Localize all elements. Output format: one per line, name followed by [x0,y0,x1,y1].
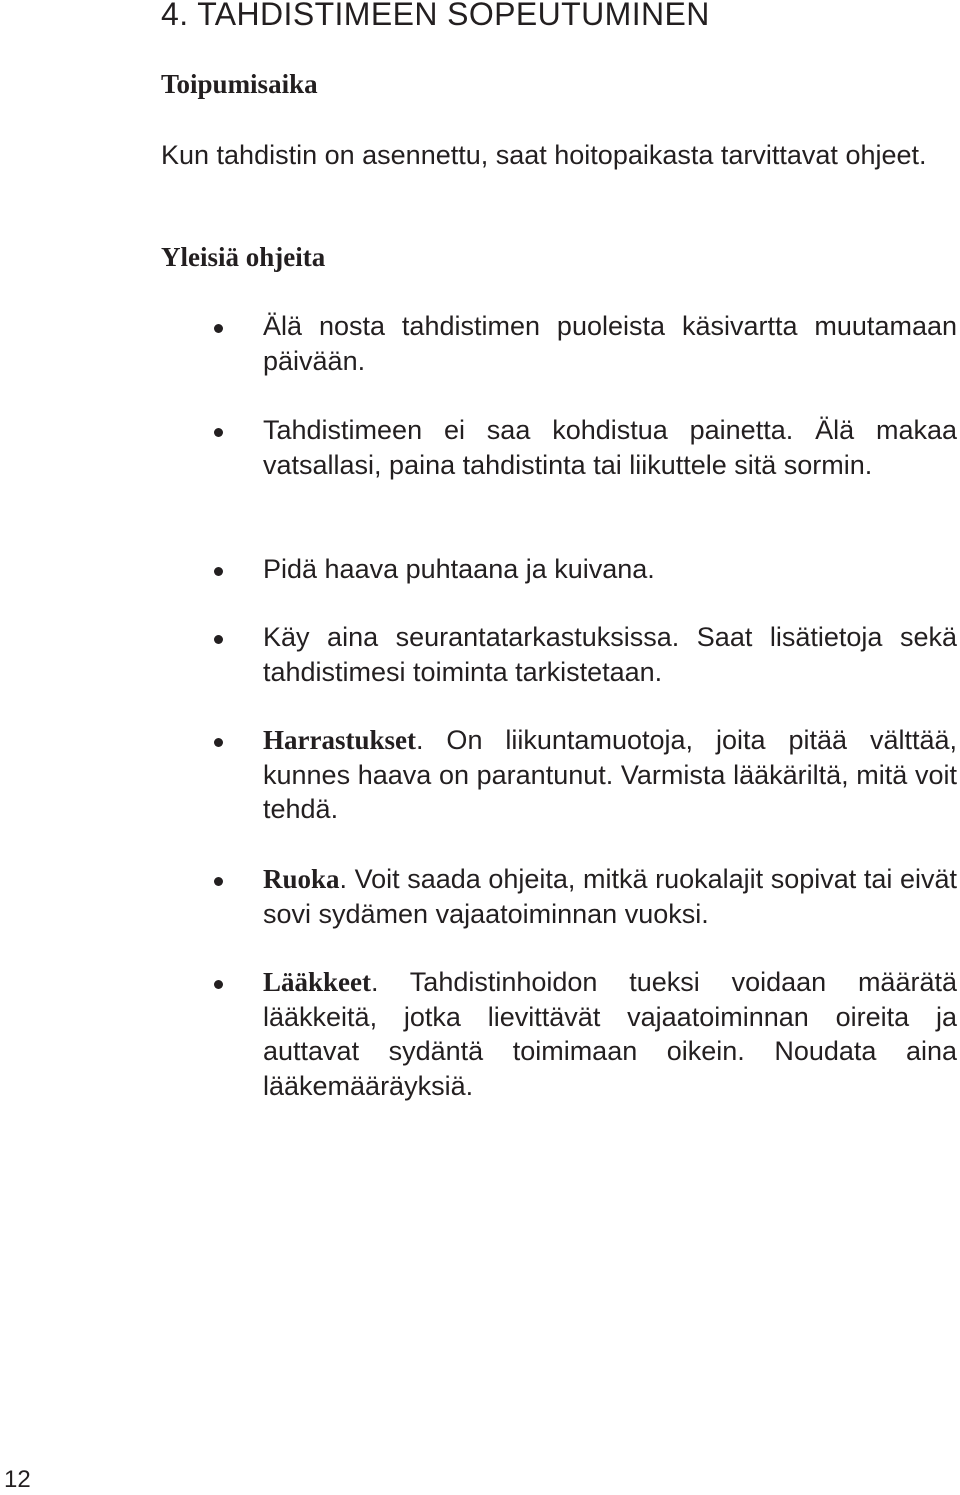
list-item-text [263,965,957,1103]
list-item-text [263,309,957,378]
list-item-body: . On liikuntamuotoja, joita pitää välttää, kunnes haava on parantunut. Varmista lääkäriltä, mitä voit tehdä. [263,725,957,824]
bullet-icon [214,877,223,886]
bullet-icon [214,428,223,437]
list-item-text [263,413,957,482]
list-item-text [263,862,957,931]
list-item-text [263,620,957,689]
list-item-lead: Lääkkeet [263,967,371,997]
list-item-text [263,552,957,587]
bullet-icon [214,738,223,747]
chapter-title: 4. TAHDISTIMEEN SOPEUTUMINEN [161,0,710,32]
recovery-text: Kun tahdistin on asennettu, saat hoitopaikasta tarvittavat ohjeet. [161,140,927,170]
list-item-body: Käy aina seurantatarkastuksissa. Saat lisätietoja sekä tahdistimesi toiminta tarkistetaan. [263,622,957,687]
list-item-body: . Voit saada ohjeita, mitkä ruokalajit sopivat tai eivät sovi sydämen vajaatoiminnan vuoksi. [263,864,957,929]
page-number: 12 [4,1466,31,1493]
bullet-icon [214,980,223,989]
list-item-text [263,723,957,827]
list-item-body: Tahdistimeen ei saa kohdistua painetta. Älä makaa vatsallasi, paina tahdistinta tai liikuttele sitä sormin. [263,415,957,480]
bullet-icon [214,635,223,644]
bullet-icon [214,567,223,576]
list-item-body: Pidä haava puhtaana ja kuivana. [263,554,655,584]
bullet-icon [214,324,223,333]
list-item-lead: Ruoka [263,864,340,894]
list-item-body: . Tahdistinhoidon tueksi voidaan määrätä lääkkeitä, jotka lievittävät vajaatoiminnan oireita ja auttavat sydäntä toimimaan oikein. Noudata aina lääkemääräyksiä. [263,967,957,1101]
general-instructions-heading: Yleisiä ohjeita [161,242,326,272]
list-item-lead: Harrastukset [263,725,416,755]
recovery-heading: Toipumisaika [161,69,318,99]
list-item-body: Älä nosta tahdistimen puoleista käsivartta muutamaan päivään. [263,311,957,376]
